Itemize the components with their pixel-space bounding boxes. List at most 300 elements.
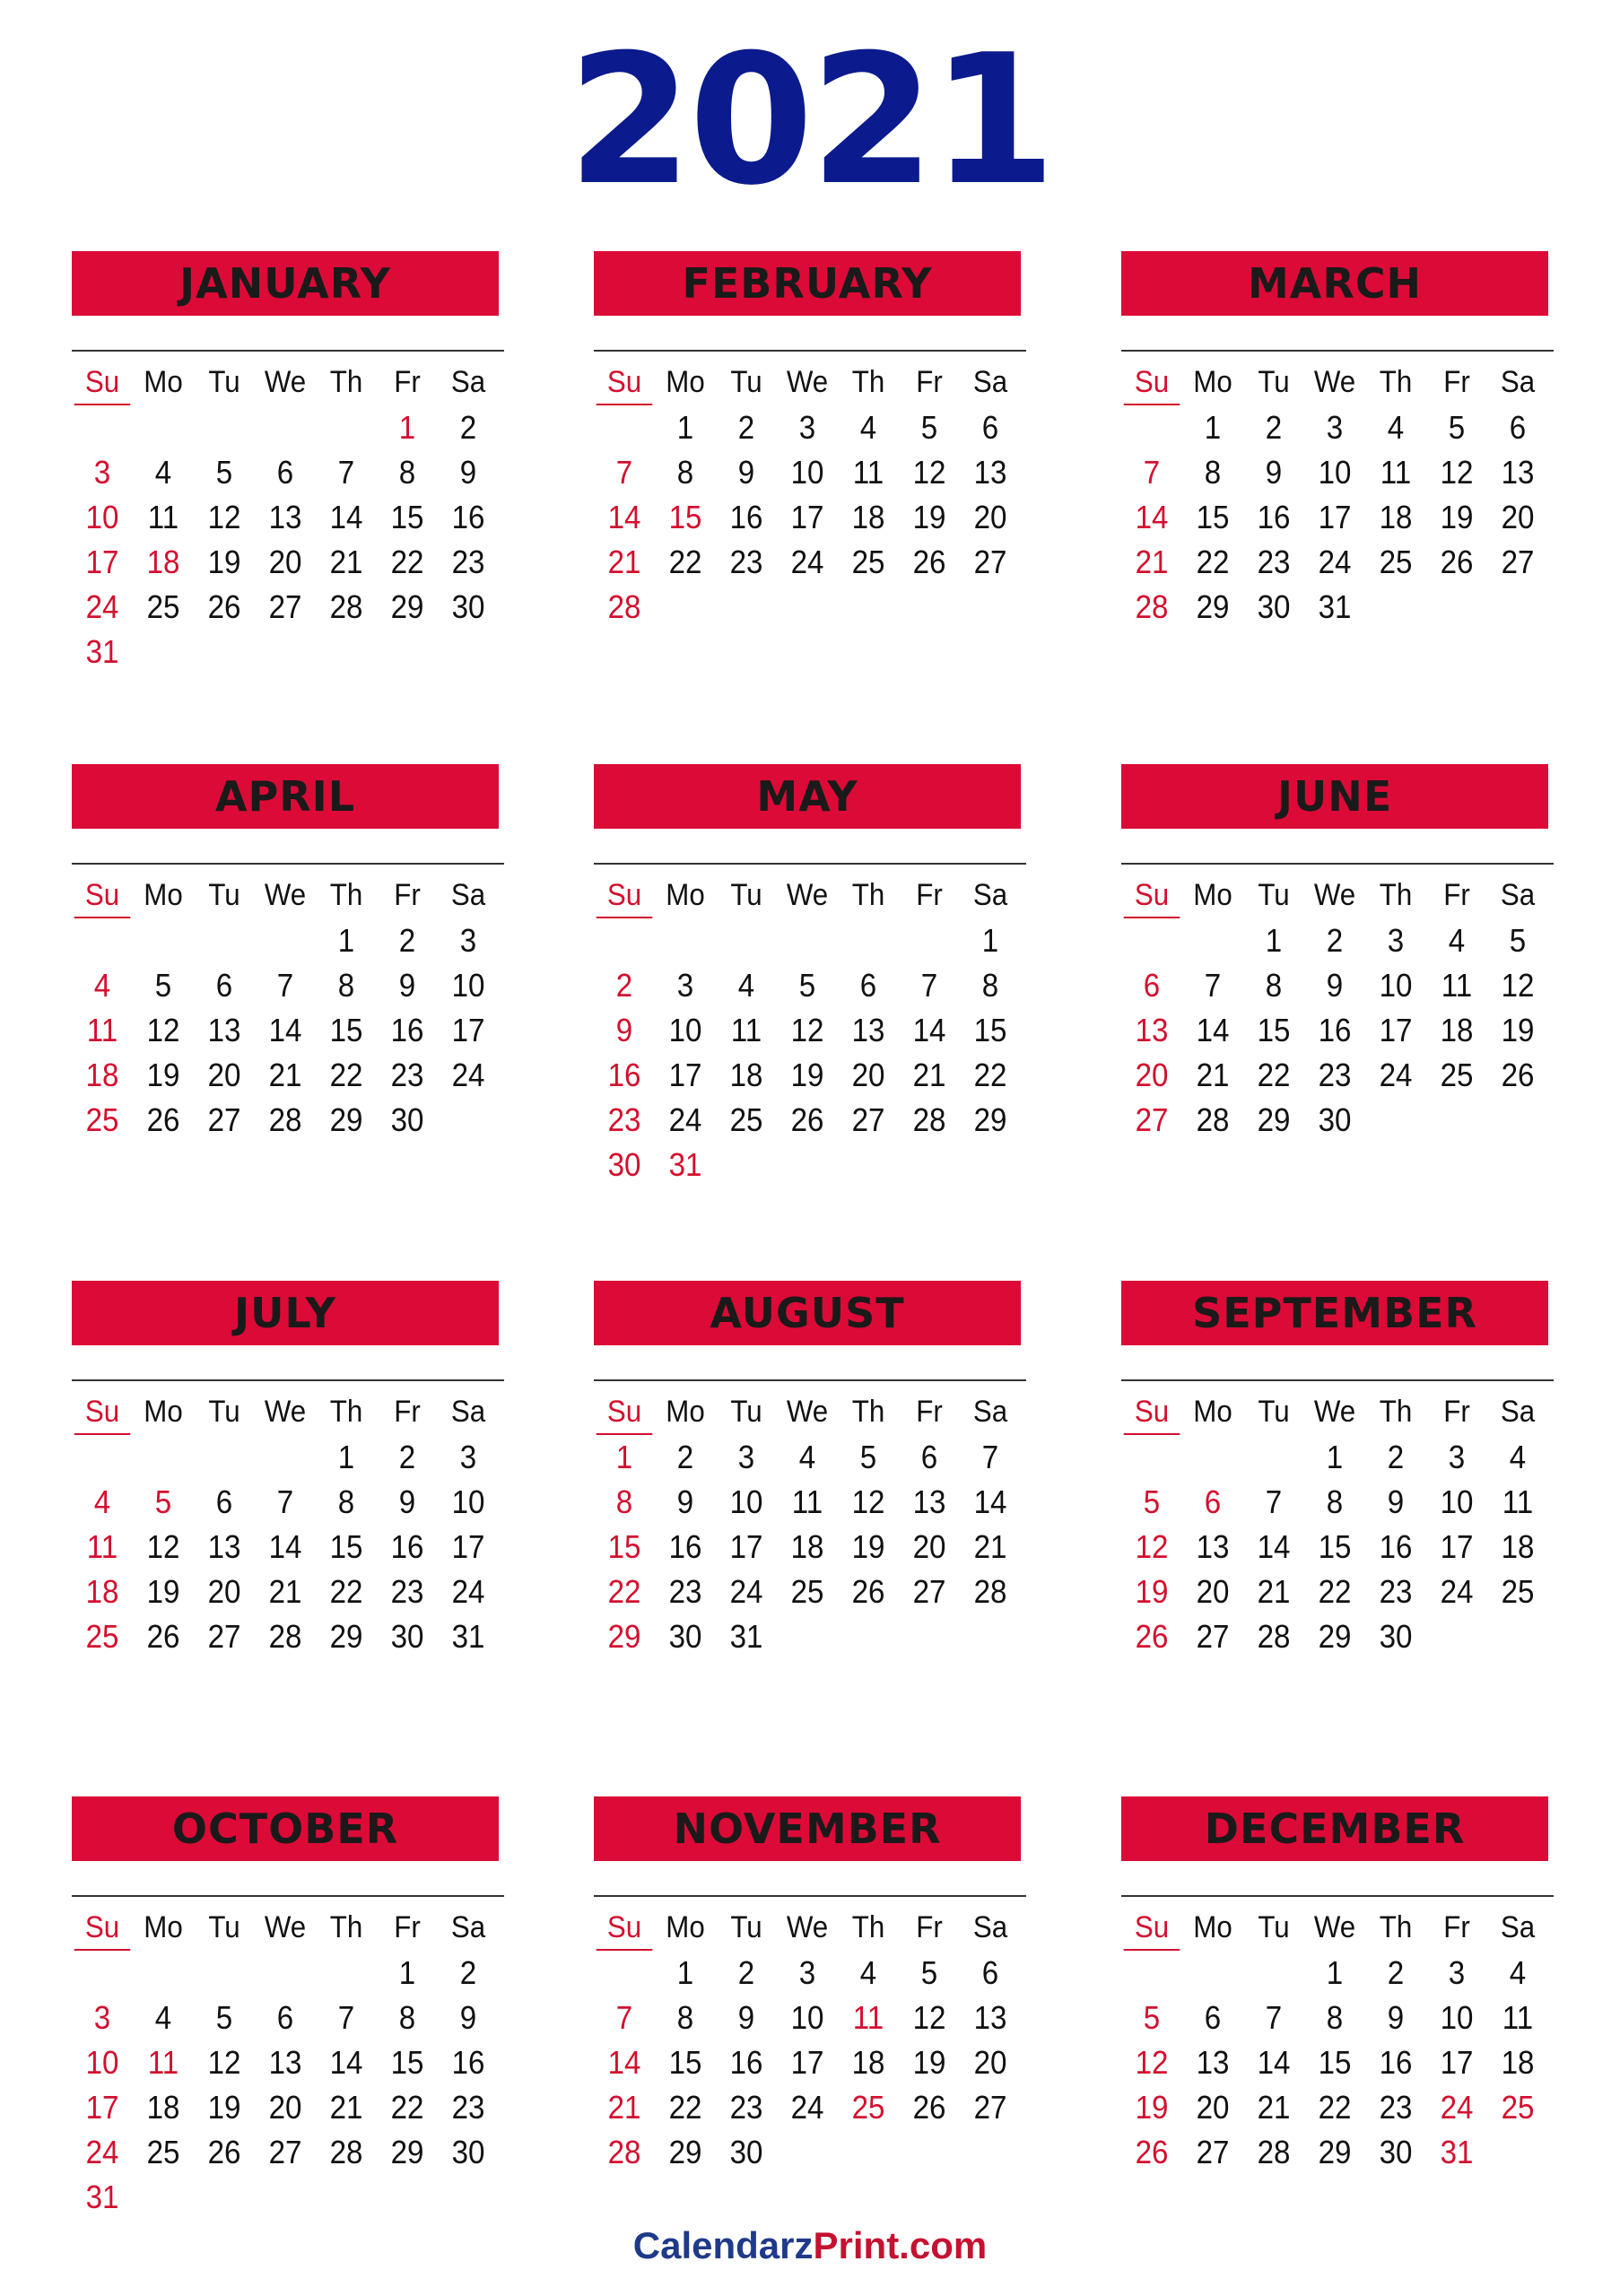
day-cell: 13 bbox=[973, 454, 1007, 491]
day-cell: 5 bbox=[920, 1954, 938, 1991]
day-cell: 13 bbox=[851, 1012, 885, 1048]
weekday-label: Tu bbox=[208, 364, 240, 399]
day-cell: 15 bbox=[1257, 1012, 1291, 1048]
weekday-label: Sa bbox=[972, 877, 1008, 912]
empty-cell bbox=[1185, 1435, 1241, 1480]
day-cell: 20 bbox=[268, 2089, 302, 2126]
empty-cell bbox=[1124, 405, 1180, 450]
day-cell: 10 bbox=[1440, 1999, 1474, 2036]
day-cell: 22 bbox=[668, 544, 702, 580]
day-cell: 26 bbox=[146, 1101, 180, 1138]
day-cell: 20 bbox=[912, 1528, 946, 1565]
empty-cell bbox=[901, 918, 958, 963]
day-cell: 28 bbox=[973, 1573, 1007, 1610]
day-cell: 8 bbox=[337, 1483, 355, 1520]
day-cell: 19 bbox=[1501, 1012, 1535, 1048]
day-grid bbox=[1121, 1390, 1552, 1659]
day-cell: 8 bbox=[1326, 1999, 1344, 2036]
divider bbox=[594, 863, 1026, 865]
day-cell: 28 bbox=[1135, 588, 1169, 625]
day-cell: 11 bbox=[1380, 454, 1412, 491]
day-cell: 4 bbox=[737, 967, 755, 1004]
day-cell: 24 bbox=[1440, 2089, 1474, 2126]
weekday-label: Mo bbox=[666, 1909, 705, 1944]
day-cell: 29 bbox=[1318, 1618, 1352, 1655]
weekday-label: Mo bbox=[144, 364, 183, 399]
day-cell: 24 bbox=[451, 1573, 485, 1610]
weekday-label: Su bbox=[597, 1390, 653, 1435]
day-cell: 7 bbox=[1143, 454, 1161, 491]
day-cell: 9 bbox=[676, 1483, 694, 1520]
day-cell: 7 bbox=[920, 967, 938, 1004]
day-cell: 15 bbox=[668, 2044, 702, 2081]
month-header: DECEMBER bbox=[1121, 1796, 1548, 1861]
day-cell: 9 bbox=[737, 1999, 755, 2036]
weekday-label: Fr bbox=[394, 877, 421, 912]
weekday-label: Th bbox=[851, 1909, 885, 1944]
day-cell: 2 bbox=[459, 409, 477, 446]
day-cell: 4 bbox=[1509, 1954, 1527, 1991]
day-cell: 15 bbox=[607, 1528, 641, 1565]
month-june bbox=[1121, 764, 1552, 1143]
day-cell: 30 bbox=[1257, 588, 1291, 625]
day-cell: 8 bbox=[1204, 454, 1222, 491]
day-cell: 19 bbox=[207, 544, 241, 580]
weekday-label: Tu bbox=[1258, 364, 1290, 399]
day-cell: 20 bbox=[851, 1057, 885, 1093]
day-cell: 21 bbox=[1135, 544, 1169, 580]
day-cell: 25 bbox=[1501, 2089, 1535, 2126]
day-cell: 12 bbox=[1501, 967, 1535, 1004]
day-cell: 20 bbox=[1135, 1057, 1169, 1093]
day-cell: 14 bbox=[607, 499, 641, 535]
day-cell: 25 bbox=[729, 1101, 763, 1138]
weekday-label: Th bbox=[851, 877, 885, 912]
day-cell: 8 bbox=[1265, 967, 1283, 1004]
day-cell: 1 bbox=[1326, 1439, 1344, 1475]
weekday-label: Su bbox=[74, 874, 131, 918]
day-cell: 22 bbox=[1196, 544, 1230, 580]
day-cell: 6 bbox=[981, 1954, 999, 1991]
day-cell: 28 bbox=[1196, 1101, 1230, 1138]
day-cell: 1 bbox=[1204, 409, 1222, 446]
day-cell: 5 bbox=[215, 454, 233, 491]
day-cell: 15 bbox=[329, 1528, 363, 1565]
day-cell: 10 bbox=[1379, 967, 1413, 1004]
day-cell: 10 bbox=[790, 454, 824, 491]
day-cell: 29 bbox=[668, 2134, 702, 2170]
day-cell: 17 bbox=[1379, 1012, 1413, 1048]
day-cell: 4 bbox=[859, 409, 877, 446]
day-cell: 23 bbox=[1379, 2089, 1413, 2126]
day-cell: 20 bbox=[207, 1573, 241, 1610]
divider bbox=[72, 863, 504, 865]
day-cell: 6 bbox=[981, 409, 999, 446]
weekday-label: Tu bbox=[1258, 1909, 1290, 1944]
weekday-label: Th bbox=[1379, 877, 1413, 912]
weekday-label: Mo bbox=[666, 1394, 705, 1429]
day-cell: 25 bbox=[85, 1101, 119, 1138]
divider bbox=[1121, 350, 1554, 352]
day-cell: 30 bbox=[1379, 1618, 1413, 1655]
day-cell: 25 bbox=[146, 2134, 180, 2170]
day-cell: 5 bbox=[798, 967, 816, 1004]
weekday-label: We bbox=[786, 364, 829, 399]
month-february bbox=[594, 251, 1024, 630]
day-cell: 29 bbox=[390, 588, 424, 625]
day-cell: 19 bbox=[851, 1528, 885, 1565]
day-cell: 20 bbox=[1501, 499, 1535, 535]
day-cell: 20 bbox=[268, 544, 302, 580]
day-cell: 2 bbox=[737, 1954, 755, 1991]
day-cell: 26 bbox=[851, 1573, 885, 1610]
day-cell: 4 bbox=[859, 1954, 877, 1991]
day-cell: 5 bbox=[1143, 1483, 1161, 1520]
day-cell: 28 bbox=[912, 1101, 946, 1138]
day-cell: 18 bbox=[146, 2089, 180, 2126]
month-april bbox=[72, 764, 502, 1143]
day-cell: 30 bbox=[451, 2134, 485, 2170]
empty-cell bbox=[1246, 1435, 1302, 1480]
day-cell: 2 bbox=[459, 1954, 477, 1991]
month-july bbox=[72, 1281, 502, 1659]
day-cell: 5 bbox=[1448, 409, 1466, 446]
day-cell: 9 bbox=[398, 967, 416, 1004]
day-cell: 29 bbox=[329, 1618, 363, 1655]
weekday-label: Su bbox=[74, 1906, 131, 1951]
day-cell: 21 bbox=[329, 2089, 363, 2126]
day-cell: 25 bbox=[1379, 544, 1413, 580]
weekday-label: Fr bbox=[916, 1394, 943, 1429]
empty-cell bbox=[196, 405, 253, 450]
day-cell: 29 bbox=[1318, 2134, 1352, 2170]
day-cell: 1 bbox=[337, 922, 355, 959]
day-cell: 31 bbox=[729, 1618, 763, 1655]
day-cell: 15 bbox=[1318, 1528, 1352, 1565]
day-cell: 8 bbox=[337, 967, 355, 1004]
year-title: 2021 bbox=[567, 16, 1053, 225]
weekday-label: Su bbox=[1124, 361, 1180, 405]
day-cell: 6 bbox=[1143, 967, 1161, 1004]
day-cell: 27 bbox=[207, 1101, 241, 1138]
day-cell: 6 bbox=[859, 967, 877, 1004]
day-cell: 25 bbox=[851, 2089, 885, 2126]
weekday-label: Sa bbox=[450, 1909, 486, 1944]
day-cell: 20 bbox=[973, 2044, 1007, 2081]
month-header: MAY bbox=[594, 764, 1021, 829]
empty-cell bbox=[74, 918, 131, 963]
day-cell: 4 bbox=[1387, 409, 1405, 446]
empty-cell bbox=[135, 405, 192, 450]
day-cell: 9 bbox=[615, 1012, 633, 1048]
day-cell: 9 bbox=[1265, 454, 1283, 491]
day-grid bbox=[72, 1390, 502, 1659]
day-cell: 10 bbox=[85, 499, 119, 535]
month-december bbox=[1121, 1796, 1552, 2175]
day-grid bbox=[72, 1906, 502, 2220]
divider bbox=[1121, 863, 1554, 865]
day-cell: 28 bbox=[329, 588, 363, 625]
day-cell: 2 bbox=[1387, 1954, 1405, 1991]
day-cell: 7 bbox=[337, 454, 355, 491]
day-cell: 9 bbox=[1387, 1999, 1405, 2036]
day-cell: 7 bbox=[276, 967, 294, 1004]
day-cell: 20 bbox=[207, 1057, 241, 1093]
day-cell: 7 bbox=[337, 1999, 355, 2036]
day-cell: 7 bbox=[276, 1483, 294, 1520]
day-cell: 2 bbox=[1387, 1439, 1405, 1475]
day-cell: 17 bbox=[451, 1012, 485, 1048]
day-cell: 16 bbox=[729, 499, 763, 535]
day-cell: 7 bbox=[981, 1439, 999, 1475]
day-cell: 27 bbox=[1501, 544, 1535, 580]
day-cell: 4 bbox=[93, 967, 111, 1004]
day-cell: 4 bbox=[154, 1999, 172, 2036]
day-cell: 29 bbox=[607, 1618, 641, 1655]
day-cell: 24 bbox=[790, 2089, 824, 2126]
day-cell: 12 bbox=[851, 1483, 885, 1520]
day-cell: 15 bbox=[329, 1012, 363, 1048]
day-cell: 24 bbox=[85, 2134, 119, 2170]
day-cell: 15 bbox=[1196, 499, 1230, 535]
day-cell: 5 bbox=[1143, 1999, 1161, 2036]
day-cell: 9 bbox=[1326, 967, 1344, 1004]
day-cell: 27 bbox=[851, 1101, 885, 1138]
weekday-label: Fr bbox=[1443, 1394, 1470, 1429]
day-cell: 15 bbox=[973, 1012, 1007, 1048]
day-cell: 12 bbox=[912, 454, 946, 491]
day-cell: 23 bbox=[1379, 1573, 1413, 1610]
weekday-label: We bbox=[786, 1909, 829, 1944]
month-header: SEPTEMBER bbox=[1121, 1281, 1548, 1345]
weekday-label: We bbox=[1313, 364, 1356, 399]
day-cell: 14 bbox=[607, 2044, 641, 2081]
empty-cell bbox=[1124, 1435, 1180, 1480]
day-cell: 29 bbox=[1196, 588, 1230, 625]
day-cell: 17 bbox=[1440, 1528, 1474, 1565]
day-cell: 18 bbox=[85, 1573, 119, 1610]
day-cell: 23 bbox=[451, 544, 485, 580]
day-cell: 29 bbox=[329, 1101, 363, 1138]
day-cell: 17 bbox=[790, 499, 824, 535]
day-cell: 3 bbox=[737, 1439, 755, 1475]
day-cell: 14 bbox=[329, 499, 363, 535]
day-cell: 18 bbox=[1501, 2044, 1535, 2081]
month-header: JULY bbox=[72, 1281, 499, 1345]
day-cell: 11 bbox=[86, 1012, 118, 1048]
day-cell: 27 bbox=[1196, 1618, 1230, 1655]
day-cell: 18 bbox=[1379, 499, 1413, 535]
day-cell: 31 bbox=[1318, 588, 1352, 625]
day-cell: 25 bbox=[146, 588, 180, 625]
day-cell: 19 bbox=[146, 1573, 180, 1610]
day-cell: 26 bbox=[1135, 1618, 1169, 1655]
day-cell: 28 bbox=[607, 588, 641, 625]
day-cell: 14 bbox=[1257, 1528, 1291, 1565]
weekday-label: Su bbox=[74, 361, 131, 405]
day-cell: 24 bbox=[1440, 1573, 1474, 1610]
divider bbox=[1121, 1895, 1554, 1897]
empty-cell bbox=[1124, 1951, 1180, 1996]
day-cell: 3 bbox=[1326, 409, 1344, 446]
day-cell: 22 bbox=[329, 1057, 363, 1093]
day-cell: 24 bbox=[729, 1573, 763, 1610]
day-cell: 12 bbox=[790, 1012, 824, 1048]
day-cell: 21 bbox=[268, 1057, 302, 1093]
empty-cell bbox=[257, 1435, 314, 1480]
empty-cell bbox=[257, 1951, 314, 1996]
day-cell: 13 bbox=[912, 1483, 946, 1520]
day-cell: 25 bbox=[790, 1573, 824, 1610]
day-cell: 27 bbox=[207, 1618, 241, 1655]
day-cell: 30 bbox=[1379, 2134, 1413, 2170]
weekday-label: Fr bbox=[394, 1909, 421, 1944]
day-cell: 8 bbox=[676, 1999, 694, 2036]
day-cell: 3 bbox=[1448, 1439, 1466, 1475]
weekday-label: Tu bbox=[208, 1394, 240, 1429]
weekday-label: We bbox=[786, 877, 829, 912]
day-cell: 19 bbox=[790, 1057, 824, 1093]
day-cell: 3 bbox=[676, 967, 694, 1004]
day-cell: 19 bbox=[912, 499, 946, 535]
day-cell: 7 bbox=[1265, 1483, 1283, 1520]
day-cell: 14 bbox=[268, 1528, 302, 1565]
day-cell: 18 bbox=[85, 1057, 119, 1093]
day-grid bbox=[1121, 1906, 1552, 2175]
day-cell: 22 bbox=[390, 544, 424, 580]
day-cell: 18 bbox=[1440, 1012, 1474, 1048]
day-cell: 27 bbox=[912, 1573, 946, 1610]
day-cell: 28 bbox=[1257, 1618, 1291, 1655]
empty-cell bbox=[257, 918, 314, 963]
day-cell: 21 bbox=[1257, 1573, 1291, 1610]
day-cell: 28 bbox=[329, 2134, 363, 2170]
day-cell: 26 bbox=[1135, 2134, 1169, 2170]
empty-cell bbox=[74, 405, 131, 450]
month-january bbox=[72, 251, 502, 674]
day-cell: 16 bbox=[607, 1057, 641, 1093]
weekday-label: Su bbox=[1124, 1390, 1180, 1435]
weekday-label: Sa bbox=[972, 1394, 1008, 1429]
day-cell: 6 bbox=[215, 967, 233, 1004]
day-grid bbox=[594, 1906, 1024, 2175]
weekday-label: Sa bbox=[450, 364, 486, 399]
day-cell: 13 bbox=[207, 1528, 241, 1565]
day-cell: 15 bbox=[390, 2044, 424, 2081]
day-cell: 22 bbox=[1318, 1573, 1352, 1610]
weekday-label: Mo bbox=[1193, 1394, 1232, 1429]
day-cell: 30 bbox=[729, 2134, 763, 2170]
weekday-label: Th bbox=[329, 877, 363, 912]
empty-cell bbox=[719, 918, 775, 963]
day-cell: 14 bbox=[1135, 499, 1169, 535]
day-cell: 24 bbox=[85, 588, 119, 625]
divider bbox=[72, 1379, 504, 1381]
day-cell: 19 bbox=[207, 2089, 241, 2126]
day-cell: 6 bbox=[276, 454, 294, 491]
weekday-label: We bbox=[786, 1394, 829, 1429]
day-cell: 8 bbox=[398, 1999, 416, 2036]
empty-cell bbox=[1124, 918, 1180, 963]
day-cell: 13 bbox=[973, 1999, 1007, 2036]
day-cell: 1 bbox=[398, 409, 416, 446]
day-cell: 30 bbox=[668, 1618, 702, 1655]
weekday-label: Mo bbox=[144, 877, 183, 912]
weekday-label: We bbox=[264, 877, 307, 912]
day-cell: 1 bbox=[615, 1439, 633, 1475]
day-cell: 23 bbox=[390, 1057, 424, 1093]
day-cell: 2 bbox=[615, 967, 633, 1004]
day-cell: 17 bbox=[1318, 499, 1352, 535]
empty-cell bbox=[597, 405, 653, 450]
day-grid bbox=[594, 361, 1024, 630]
day-cell: 12 bbox=[1135, 2044, 1169, 2081]
day-cell: 23 bbox=[1318, 1057, 1352, 1093]
day-cell: 16 bbox=[1257, 499, 1291, 535]
month-header: AUGUST bbox=[594, 1281, 1021, 1345]
day-cell: 26 bbox=[207, 2134, 241, 2170]
day-cell: 11 bbox=[147, 499, 179, 535]
day-cell: 8 bbox=[615, 1483, 633, 1520]
day-cell: 27 bbox=[1196, 2134, 1230, 2170]
day-cell: 7 bbox=[1265, 1999, 1283, 2036]
day-cell: 3 bbox=[93, 454, 111, 491]
day-cell: 18 bbox=[146, 544, 180, 580]
day-cell: 10 bbox=[1318, 454, 1352, 491]
empty-cell bbox=[196, 1435, 253, 1480]
day-cell: 23 bbox=[729, 2089, 763, 2126]
empty-cell bbox=[597, 918, 653, 963]
weekday-label: Su bbox=[1124, 1906, 1180, 1951]
empty-cell bbox=[658, 918, 714, 963]
day-cell: 17 bbox=[451, 1528, 485, 1565]
day-cell: 23 bbox=[729, 544, 763, 580]
day-cell: 16 bbox=[1318, 1012, 1352, 1048]
day-cell: 25 bbox=[851, 544, 885, 580]
day-cell: 9 bbox=[459, 1999, 477, 2036]
weekday-label: Fr bbox=[916, 364, 943, 399]
weekday-label: Sa bbox=[972, 1909, 1008, 1944]
day-cell: 28 bbox=[1257, 2134, 1291, 2170]
day-cell: 19 bbox=[146, 1057, 180, 1093]
day-cell: 3 bbox=[798, 1954, 816, 1991]
weekday-label: Th bbox=[329, 364, 363, 399]
day-cell: 19 bbox=[1440, 499, 1474, 535]
weekday-label: Th bbox=[851, 1394, 885, 1429]
brand-part1: Calendarz bbox=[632, 2224, 814, 2266]
day-cell: 10 bbox=[668, 1012, 702, 1048]
day-cell: 16 bbox=[451, 499, 485, 535]
day-cell: 10 bbox=[790, 1999, 824, 2036]
month-october bbox=[72, 1796, 502, 2220]
day-cell: 26 bbox=[146, 1618, 180, 1655]
day-cell: 2 bbox=[1326, 922, 1344, 959]
brand-part2: Print.com bbox=[813, 2224, 988, 2266]
day-cell: 22 bbox=[607, 1573, 641, 1610]
day-cell: 1 bbox=[1326, 1954, 1344, 1991]
day-cell: 4 bbox=[154, 454, 172, 491]
day-cell: 31 bbox=[85, 2179, 119, 2215]
weekday-label: Fr bbox=[916, 877, 943, 912]
empty-cell bbox=[196, 918, 253, 963]
divider bbox=[594, 350, 1026, 352]
weekday-label: Fr bbox=[1443, 877, 1470, 912]
day-cell: 30 bbox=[390, 1618, 424, 1655]
day-cell: 1 bbox=[676, 409, 694, 446]
month-header: OCTOBER bbox=[72, 1796, 499, 1861]
day-cell: 22 bbox=[1257, 1057, 1291, 1093]
day-cell: 22 bbox=[668, 2089, 702, 2126]
